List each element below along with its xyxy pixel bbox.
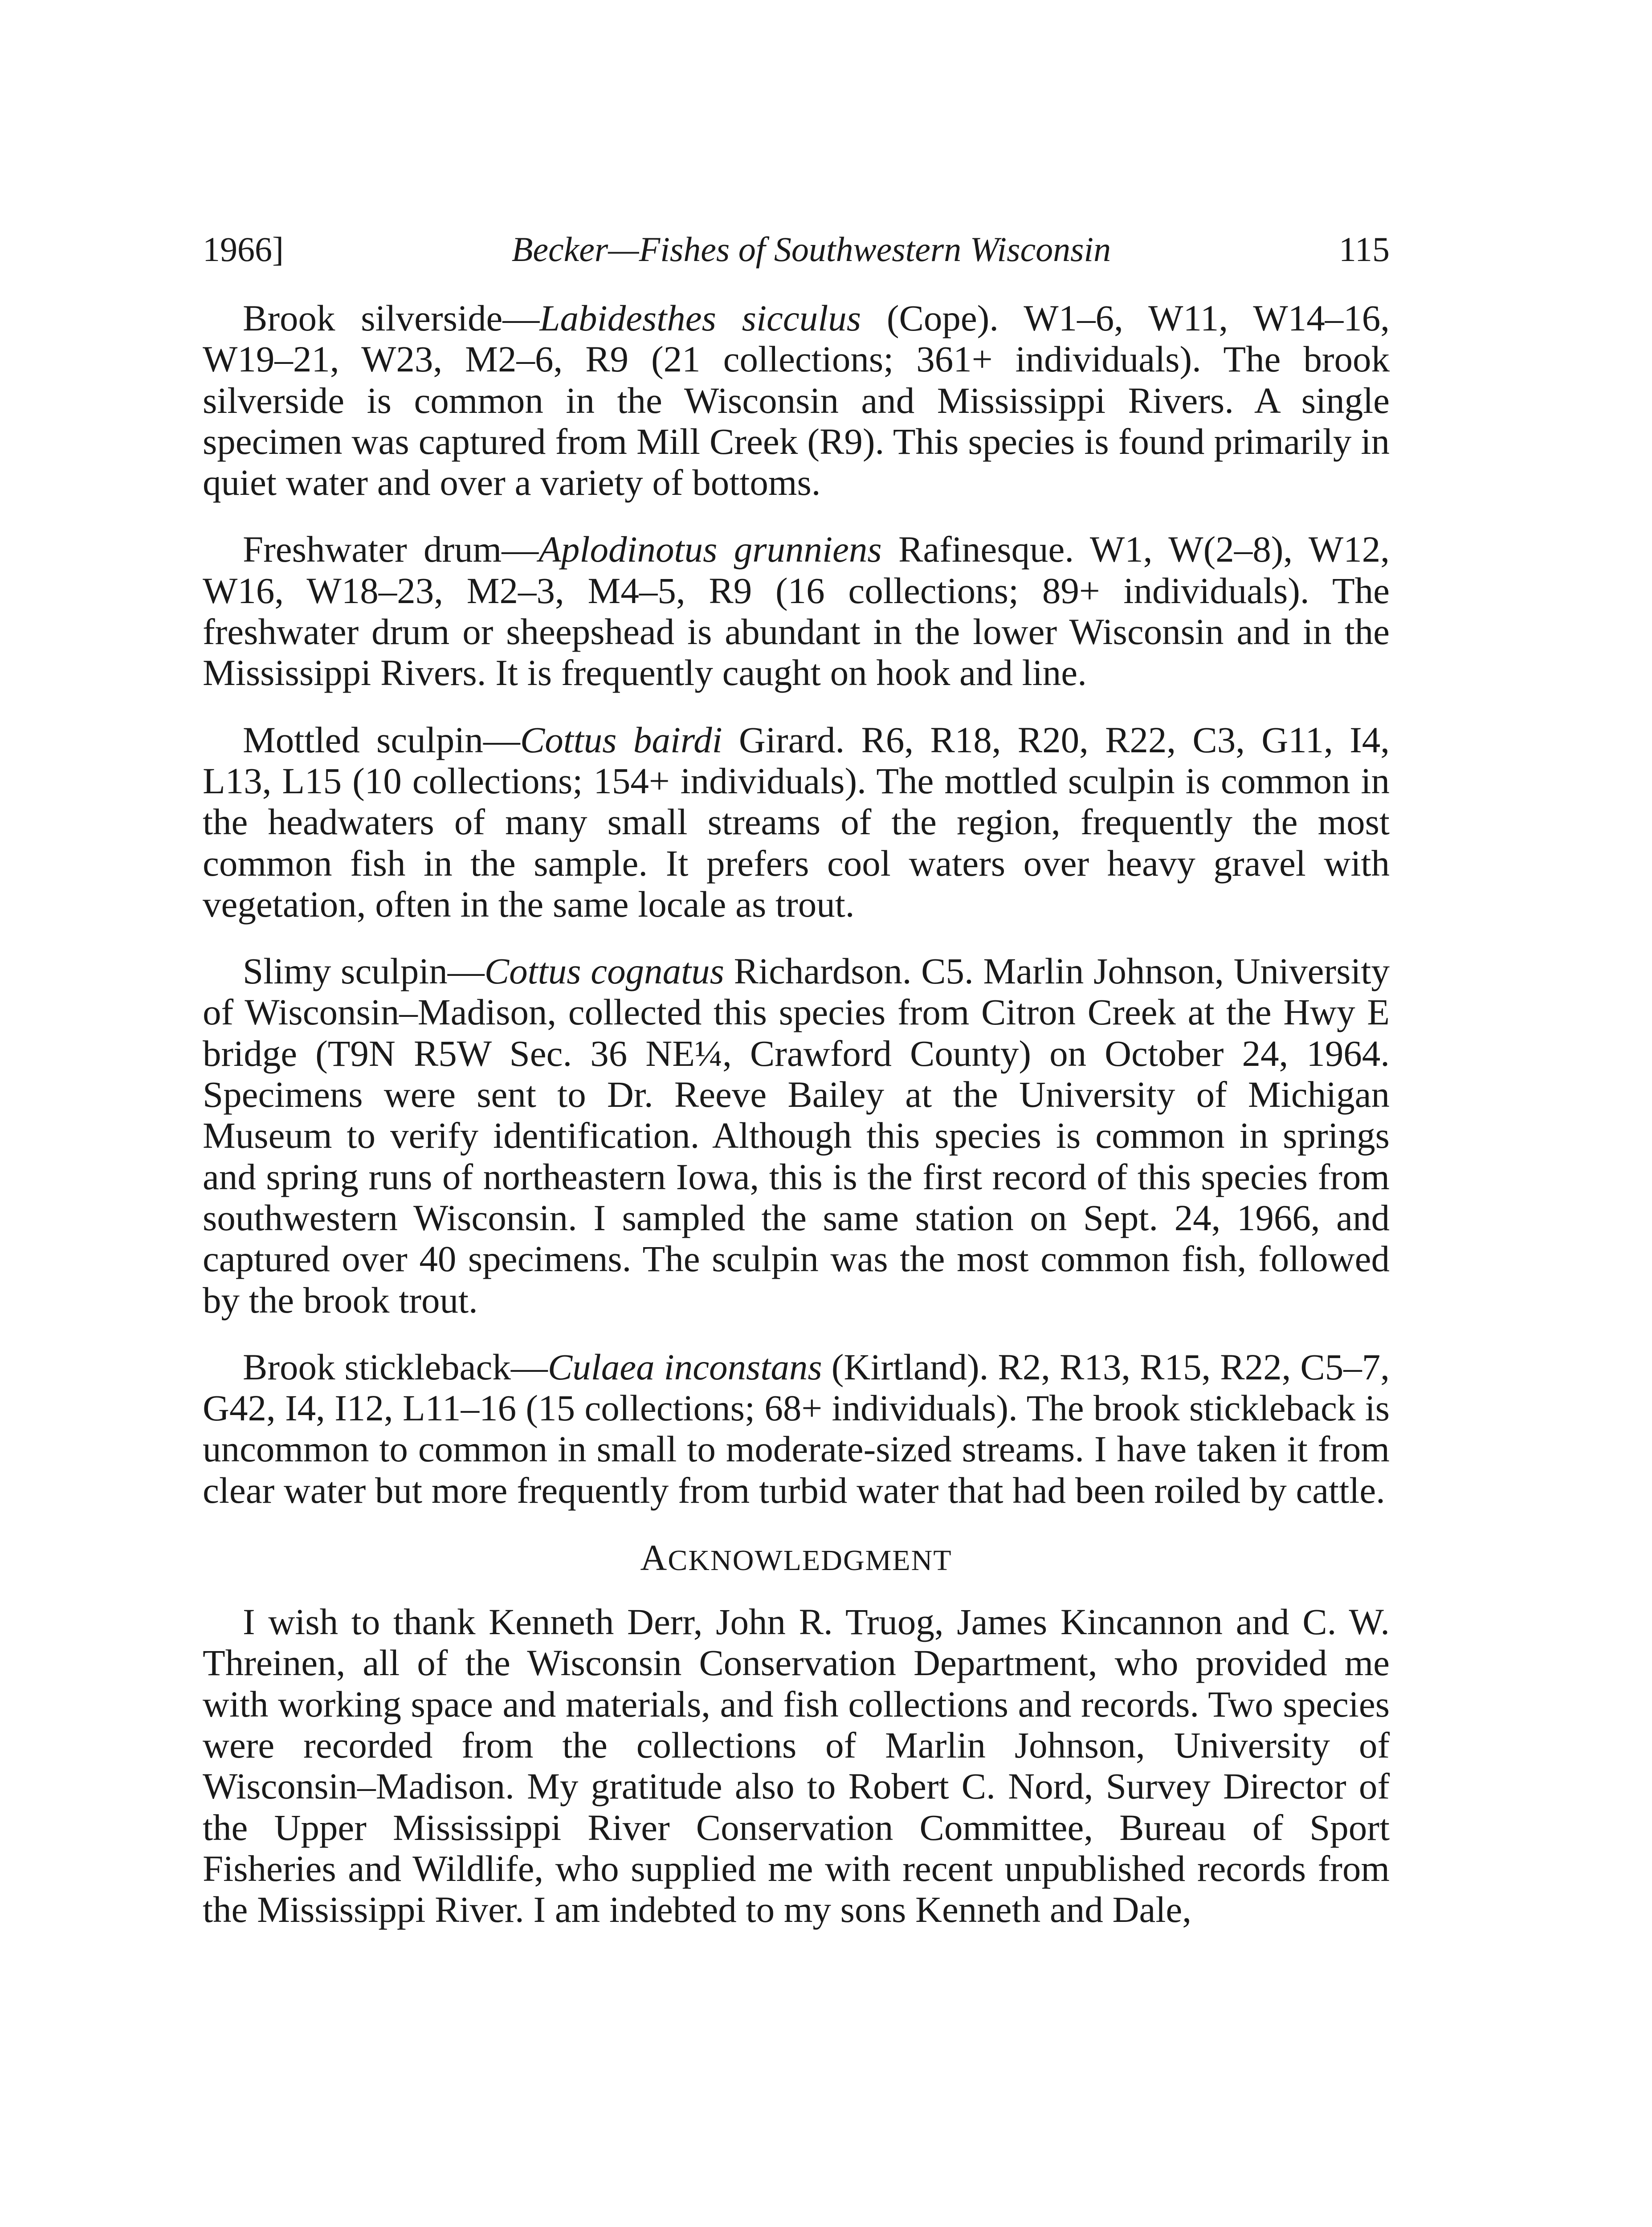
entry-text: Richardson. C5. Marlin Johnson, University of Wisconsin–Madison, collected this species from Citron Creek at the Hwy E bridge (T9N R5W Sec. 36 NE¼, Crawford County) on October 24, 1964. Specimens were sent to Dr. Reeve Bailey at the University of Michigan Museum to verify identification. Although this species is common in springs and spring runs of northeastern Iowa, this is the first record of this species from southwestern Wisconsin. I sampled the same station on Sept. 24, 1966, and captured over 40 specimens. The sculpin was the most common fish, followed by the brook trout. (203, 950, 1390, 1321)
acknowledgment-heading (203, 1538, 1390, 1581)
acknowledgment-paragraph: I wish to thank Kenneth Derr, John R. Truog, James Kincannon and C. W. Threinen, all of the Wisconsin Conservation Department, who provided me with working space and materials, and fish collections and records. Two species were recorded from the collections of Marlin Johnson, University of Wisconsin–Madison. My gratitude also to Robert C. Nord, Survey Director of the Upper Mississippi River Conservation Committee, Bureau of Sport Fisheries and Wildlife, who supplied me with recent unpublished records from the Mississippi River. I am indebted to my sons Kenneth and Dale, (203, 1601, 1390, 1930)
running-title: Becker—Fishes of Southwestern Wisconsin (511, 230, 1111, 269)
heading-rest: CKNOWLEDGMENT (668, 1544, 952, 1577)
scientific-name: Labidesthes sicculus (539, 298, 861, 339)
running-head (203, 227, 1390, 272)
scientific-name: Culaea inconstans (547, 1346, 822, 1387)
scientific-name: Cottus cognatus (484, 950, 724, 992)
species-entry-brook-stickleback (203, 1346, 1390, 1511)
common-name: Brook silverside— (243, 298, 540, 339)
entry-text: (Kirtland). R2, R13, R15, R22, C5–7, G42, I4, I12, L11–16 (15 collections; 68+ individuals). The brook stickleback is uncommon to common in small to moderate-sized streams. I have taken it from clear water but more frequently from turbid water that had been roiled by cattle. (203, 1346, 1390, 1511)
common-name: Slimy sculpin— (243, 950, 485, 992)
journal-page (203, 227, 1390, 1956)
year-label: 1966] (203, 230, 284, 269)
scientific-name: Aplodinotus grunniens (538, 529, 882, 570)
entry-text: Rafinesque. W1, W(2–8), W12, W16, W18–23, M2–3, M4–5, R9 (16 collections; 89+ individuals). The freshwater drum or sheepshead is abundant in the lower Wisconsin and in the Mississippi Rivers. It is frequently caught on hook and line. (203, 529, 1390, 693)
entry-text: (Cope). W1–6, W11, W14–16, W19–21, W23, M2–6, R9 (21 collections; 361+ individuals). The brook silverside is common in the Wisconsin and Mississippi Rivers. A single specimen was captured from Mill Creek (R9). This species is found primarily in quiet water and over a variety of bottoms. (203, 298, 1390, 503)
entry-text: Girard. R6, R18, R20, R22, C3, G11, I4, L13, L15 (10 collections; 154+ individuals). The mottled sculpin is common in the headwaters of many small streams of the region, frequently the most common fish in the sample. It prefers cool waters over heavy gravel with vegetation, often in the same locale as trout. (203, 719, 1390, 925)
species-entry-mottled-sculpin (203, 719, 1390, 925)
common-name: Mottled sculpin— (243, 719, 520, 760)
species-entry-freshwater-drum (203, 529, 1390, 693)
common-name: Brook stickleback— (243, 1346, 548, 1387)
scientific-name: Cottus bairdi (520, 719, 722, 760)
common-name: Freshwater drum— (243, 529, 539, 570)
heading-initial: A (640, 1537, 668, 1578)
page-number: 115 (1338, 230, 1390, 269)
species-entry-brook-silverside (203, 298, 1390, 503)
species-entry-slimy-sculpin (203, 950, 1390, 1321)
